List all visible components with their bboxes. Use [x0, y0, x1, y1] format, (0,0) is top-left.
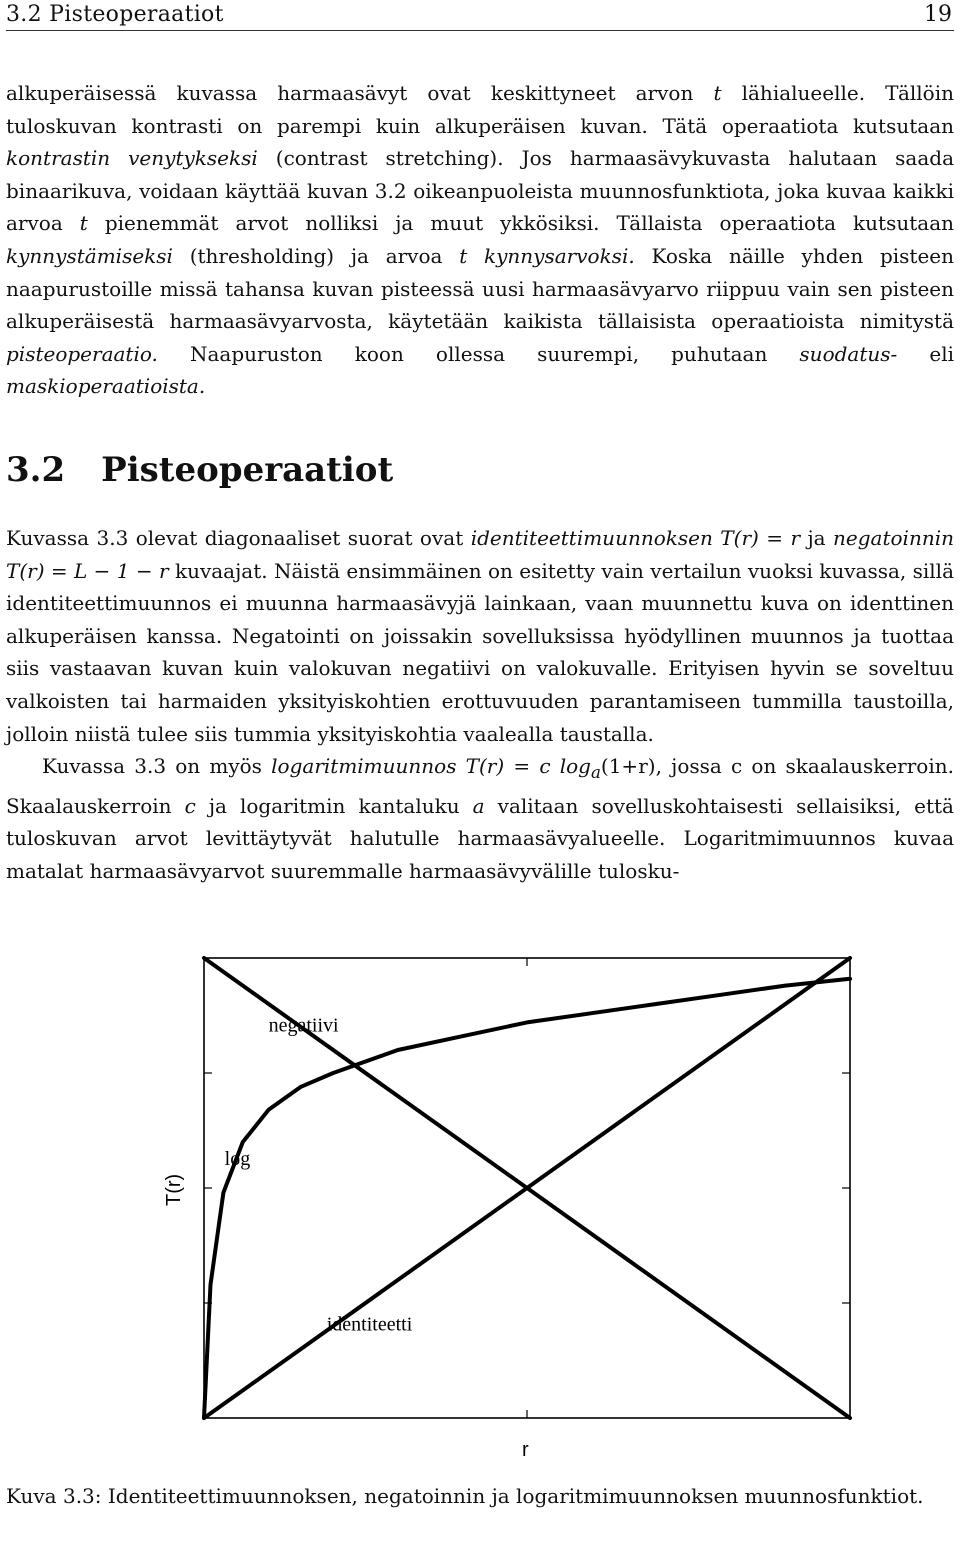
series-label-identiteetti: identiteetti: [326, 1313, 413, 1336]
text-run: eli: [897, 341, 954, 366]
page-number: 19: [924, 2, 952, 27]
x-axis-label: r: [522, 1439, 529, 1461]
text-run: Koska näille yhden pisteen naapurustoille missä tahansa kuvan pisteessä uusi harmaasävyarvo riippuu vain sen pisteen alkuperäisestä harmaasävyarvosta, käytetään kaikista tällaisista operaatioista nimitystä: [6, 243, 955, 334]
caption-text: Identiteettimuunnoksen, negatoinnin ja logaritmimuunnoksen muunnosfunktiot.: [101, 1484, 924, 1508]
text-run: Kuvassa 3.3 olevat diagonaaliset suorat ovat: [6, 526, 471, 550]
text-run: lähialueelle. Tällöin tuloskuvan kontrasti on parempi kuin alkuperäisen kuvan. Tätä operaatiota kutsutaan: [6, 81, 954, 138]
caption-label: Kuva 3.3:: [6, 1484, 102, 1508]
text-run: , jossa c on skaalauskerroin. Skaalauskerroin: [6, 754, 954, 818]
math: T(r) = L − 1 − r: [6, 558, 169, 583]
term: logaritmimuunnos: [271, 754, 457, 779]
math: T(r) = c log: [456, 754, 591, 779]
term: pisteoperaatio.: [6, 341, 158, 366]
section-heading: [6, 450, 393, 490]
running-header: [6, 0, 954, 31]
math-var: a: [472, 793, 485, 818]
math-var: t: [459, 243, 468, 268]
text-run: (thresholding) ja arvoa: [172, 243, 460, 268]
text-run: ja logaritmin kantaluku: [195, 793, 473, 818]
section-title: Pisteoperaatiot: [101, 450, 394, 490]
paragraph-3: [6, 750, 954, 887]
series-label-log: log: [224, 1148, 251, 1170]
math-var: t: [79, 211, 88, 236]
math-subscript: a: [590, 763, 601, 783]
term: identiteettimuunnoksen: [470, 526, 713, 550]
text-run: kuvaajat. Näistä ensimmäinen on esitetty vain vertailun vuoksi kuvassa, sillä identiteettimuunnos ei muunna harmaasävyjä lainkaan, vaan muunnettu kuva on identtinen alkuperäisen kanssa. Negatointi on joissakin sovelluksissa hyödyllinen muunnos ja tuottaa siis vastaavan kuvan kuin valokuvan negatiivi on valokuvalle. Erityisen hyvin se soveltuu valkoisten tai harmaiden yksityiskohtien erottuvuuden parantamiseen tummilla taustoilla, jolloin niistä tulee siis tummia yksityiskohtia vaalealla taustalla.: [6, 558, 954, 746]
text-run: valitaan sovelluskohtaisesti sellaisiksi, että tuloskuvan arvot levittäytyvät halutulle harmaasävyalueelle. Logaritmimuunnos kuvaa matalat harmaasävyarvot suuremmalle harmaasävyvälille tulosku-: [6, 793, 954, 883]
series-label-negatiivi: negatiivi: [268, 1014, 339, 1037]
text-run: [467, 244, 484, 268]
figure-caption: [6, 1480, 954, 1512]
text-run: ja: [800, 526, 834, 550]
term: negatoinnin: [833, 526, 954, 550]
math-var: c: [184, 793, 196, 818]
paragraph-2: [6, 522, 954, 888]
text-run: pienemmät arvot nolliksi ja muut ykkösiksi. Tällaista operaatiota kutsutaan: [87, 211, 955, 236]
series-line-log: [204, 979, 850, 1418]
term: kynnysarvoksi.: [484, 243, 635, 268]
transform-chart: [150, 948, 950, 1468]
math-var: t: [713, 81, 722, 105]
text-run: alkuperäisessä kuvassa harmaasävyt ovat keskittyneet arvon: [6, 81, 714, 105]
text-run: Naapuruston koon ollessa suurempi, puhutaan: [157, 341, 800, 366]
math: T(r) = r: [712, 526, 801, 550]
figure-3-3: [150, 948, 950, 1468]
section-number: 3.2: [6, 450, 66, 490]
term: kontrastin venytykseksi: [6, 146, 258, 171]
term: maskioperaatioista.: [6, 374, 206, 399]
text-run: Kuvassa 3.3 on myös: [42, 754, 272, 779]
y-axis-label: T(r): [163, 1173, 185, 1206]
header-chapter: 3.2 Pisteoperaatiot: [6, 2, 224, 27]
math: (1+r): [600, 754, 656, 779]
text-run: (contrast stretching). Jos harmaasävykuvasta halutaan saada binaarikuva, voidaan käyttää kuvan 3.2 oikeanpuoleista muunnosfunktiota, joka kuvaa kaikki arvoa: [6, 146, 954, 236]
term: kynnystämiseksi: [6, 243, 173, 268]
paragraph-1: [6, 77, 954, 403]
term: suodatus-: [799, 341, 898, 366]
